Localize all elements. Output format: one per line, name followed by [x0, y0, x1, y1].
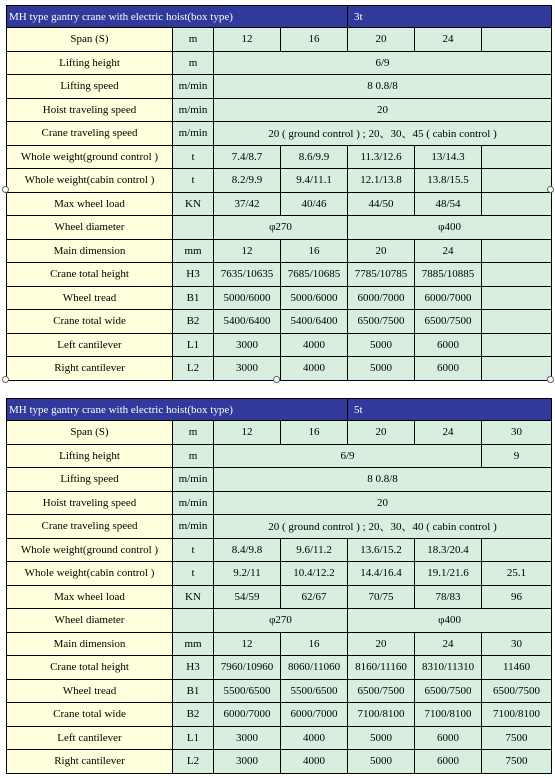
value-cell: 16	[281, 421, 348, 445]
row-unit: m	[173, 51, 214, 75]
value-cell: 12	[214, 632, 281, 656]
value-cell: φ270	[214, 216, 348, 240]
table-row	[7, 98, 552, 122]
value-cell: 7500	[482, 750, 552, 774]
row-label: Lifting height	[7, 444, 173, 468]
selection-handle[interactable]	[273, 376, 280, 383]
table-row	[7, 656, 552, 680]
value-cell: 6500/7500	[415, 310, 482, 334]
row-label: Wheel tread	[7, 286, 173, 310]
table-row	[7, 750, 552, 774]
value-cell: 4000	[281, 726, 348, 750]
value-cell: 70/75	[348, 585, 415, 609]
row-label: Crane traveling speed	[7, 515, 173, 539]
row-unit: m	[173, 421, 214, 445]
row-label: Hoist traveling speed	[7, 491, 173, 515]
value-cell: 30	[482, 632, 552, 656]
value-cell: 20 ( ground control ) ; 20、30、40 ( cabin control )	[214, 515, 552, 539]
capacity-label: 5t	[348, 399, 552, 421]
table-row	[7, 679, 552, 703]
empty-cell	[482, 310, 552, 334]
row-unit: H3	[173, 263, 214, 287]
row-label: Hoist traveling speed	[7, 98, 173, 122]
value-cell: 24	[415, 421, 482, 445]
row-label: Lifting speed	[7, 468, 173, 492]
value-cell: 8 0.8/8	[214, 468, 552, 492]
value-cell: 16	[281, 632, 348, 656]
value-cell: 7960/10960	[214, 656, 281, 680]
value-cell: 6000/7000	[214, 703, 281, 727]
value-cell: 6000/7000	[281, 703, 348, 727]
table-row	[7, 726, 552, 750]
row-unit: m/min	[173, 98, 214, 122]
value-cell: 25.1	[482, 562, 552, 586]
value-cell: 44/50	[348, 192, 415, 216]
value-cell: 10.4/12.2	[281, 562, 348, 586]
value-cell: 9.6/11.2	[281, 538, 348, 562]
row-label: Crane total wide	[7, 310, 173, 334]
table-row	[7, 703, 552, 727]
value-cell: 48/54	[415, 192, 482, 216]
row-unit: m/min	[173, 468, 214, 492]
value-cell: 5000/6000	[214, 286, 281, 310]
table-row	[7, 609, 552, 633]
empty-cell	[482, 286, 552, 310]
value-cell: 6500/7500	[348, 310, 415, 334]
value-cell: 3000	[214, 333, 281, 357]
table-row	[7, 286, 552, 310]
row-label: Wheel diameter	[7, 216, 173, 240]
value-cell: 16	[281, 28, 348, 52]
table-title-row	[7, 399, 552, 421]
value-cell: 8060/11060	[281, 656, 348, 680]
value-cell: 12	[214, 28, 281, 52]
row-label: Max wheel load	[7, 192, 173, 216]
row-label: Lifting height	[7, 51, 173, 75]
row-label: Right cantilever	[7, 357, 173, 381]
value-cell: 7500	[482, 726, 552, 750]
table-row	[7, 444, 552, 468]
value-cell: 8 0.8/8	[214, 75, 552, 99]
row-unit: mm	[173, 632, 214, 656]
value-cell: 4000	[281, 750, 348, 774]
row-unit: t	[173, 145, 214, 169]
row-label: Right cantilever	[7, 750, 173, 774]
value-cell: 7100/8100	[482, 703, 552, 727]
value-cell: 37/42	[214, 192, 281, 216]
value-cell: 7885/10885	[415, 263, 482, 287]
value-cell: 78/83	[415, 585, 482, 609]
row-label: Main dimension	[7, 239, 173, 263]
table-row	[7, 585, 552, 609]
empty-cell	[482, 538, 552, 562]
row-unit: m	[173, 444, 214, 468]
row-unit: L1	[173, 333, 214, 357]
value-cell: 4000	[281, 357, 348, 381]
value-cell: 6000/7000	[348, 286, 415, 310]
value-cell: 24	[415, 239, 482, 263]
value-cell: 12	[214, 421, 281, 445]
row-label: Left cantilever	[7, 333, 173, 357]
row-label: Whole weight(cabin control )	[7, 169, 173, 193]
value-cell: φ400	[348, 216, 552, 240]
value-cell: 5400/6400	[214, 310, 281, 334]
value-cell: 13.6/15.2	[348, 538, 415, 562]
value-cell: 20	[214, 491, 552, 515]
value-cell: 6000	[415, 726, 482, 750]
empty-cell	[482, 192, 552, 216]
table-row	[7, 192, 552, 216]
value-cell: 20	[348, 421, 415, 445]
row-label: Crane total height	[7, 263, 173, 287]
row-unit: B2	[173, 310, 214, 334]
value-cell: 14.4/16.4	[348, 562, 415, 586]
value-cell: 8.2/9.9	[214, 169, 281, 193]
table-row	[7, 632, 552, 656]
value-cell: 20	[348, 28, 415, 52]
selection-handle[interactable]	[2, 186, 9, 193]
value-cell: 24	[415, 632, 482, 656]
selection-handle[interactable]	[2, 376, 9, 383]
row-label: Whole weight(ground control )	[7, 145, 173, 169]
value-cell: 5000/6000	[281, 286, 348, 310]
row-label: Span (S)	[7, 421, 173, 445]
table-row	[7, 28, 552, 52]
row-label: Crane total height	[7, 656, 173, 680]
value-cell: 7785/10785	[348, 263, 415, 287]
table-title: MH type gantry crane with electric hoist(box type)	[7, 399, 348, 421]
value-cell: 6000	[415, 750, 482, 774]
value-cell: 3000	[214, 726, 281, 750]
value-cell: 24	[415, 28, 482, 52]
value-cell: 13.8/15.5	[415, 169, 482, 193]
empty-cell	[482, 145, 552, 169]
row-label: Lifting speed	[7, 75, 173, 99]
selection-handle[interactable]	[547, 186, 554, 193]
value-cell: 12.1/13.8	[348, 169, 415, 193]
row-label: Whole weight(cabin control )	[7, 562, 173, 586]
row-label: Crane traveling speed	[7, 122, 173, 146]
value-cell: 7100/8100	[348, 703, 415, 727]
table-row	[7, 468, 552, 492]
empty-cell	[482, 333, 552, 357]
row-unit: L1	[173, 726, 214, 750]
value-cell: 20	[214, 98, 552, 122]
value-cell: 7685/10685	[281, 263, 348, 287]
value-cell: 12	[214, 239, 281, 263]
row-unit: L2	[173, 750, 214, 774]
table-row	[7, 515, 552, 539]
row-label: Crane total wide	[7, 703, 173, 727]
row-unit: m	[173, 28, 214, 52]
table-row	[7, 491, 552, 515]
row-label: Span (S)	[7, 28, 173, 52]
value-cell: 6/9	[214, 444, 482, 468]
row-label: Wheel diameter	[7, 609, 173, 633]
value-cell: 8160/11160	[348, 656, 415, 680]
table-row	[7, 310, 552, 334]
spec-table-5t	[6, 398, 552, 774]
row-label: Max wheel load	[7, 585, 173, 609]
value-cell: 20	[348, 632, 415, 656]
row-label: Whole weight(ground control )	[7, 538, 173, 562]
table-row	[7, 169, 552, 193]
value-cell: 5000	[348, 726, 415, 750]
value-cell: 7.4/8.7	[214, 145, 281, 169]
value-cell: 5000	[348, 333, 415, 357]
row-unit: KN	[173, 585, 214, 609]
empty-cell	[482, 263, 552, 287]
value-cell: 7635/10635	[214, 263, 281, 287]
value-cell: 9	[482, 444, 552, 468]
row-label: Left cantilever	[7, 726, 173, 750]
row-unit: B2	[173, 703, 214, 727]
value-cell: 54/59	[214, 585, 281, 609]
value-cell: 3000	[214, 357, 281, 381]
empty-cell	[482, 357, 552, 381]
table-row	[7, 421, 552, 445]
row-unit: B1	[173, 679, 214, 703]
value-cell: 11460	[482, 656, 552, 680]
row-unit: KN	[173, 192, 214, 216]
value-cell: 7100/8100	[415, 703, 482, 727]
table-row	[7, 333, 552, 357]
row-unit: t	[173, 169, 214, 193]
row-unit: m/min	[173, 122, 214, 146]
value-cell: 9.2/11	[214, 562, 281, 586]
row-unit: L2	[173, 357, 214, 381]
spec-table-3t	[6, 5, 552, 381]
table-row	[7, 145, 552, 169]
value-cell: 5000	[348, 750, 415, 774]
table-row	[7, 75, 552, 99]
value-cell: 5400/6400	[281, 310, 348, 334]
value-cell: 5500/6500	[281, 679, 348, 703]
row-unit: B1	[173, 286, 214, 310]
value-cell: 6000	[415, 333, 482, 357]
table-title-row	[7, 6, 552, 28]
row-label: Wheel tread	[7, 679, 173, 703]
table-row	[7, 51, 552, 75]
value-cell: 30	[482, 421, 552, 445]
empty-cell	[482, 239, 552, 263]
value-cell: 5000	[348, 357, 415, 381]
value-cell: 18.3/20.4	[415, 538, 482, 562]
value-cell: 3000	[214, 750, 281, 774]
value-cell: 96	[482, 585, 552, 609]
value-cell: 9.4/11.1	[281, 169, 348, 193]
value-cell: 8.4/9.8	[214, 538, 281, 562]
row-unit: m/min	[173, 515, 214, 539]
row-unit	[173, 609, 214, 633]
table-title: MH type gantry crane with electric hoist(box type)	[7, 6, 348, 28]
row-unit: t	[173, 538, 214, 562]
row-unit: mm	[173, 239, 214, 263]
table-row	[7, 538, 552, 562]
empty-cell	[482, 28, 552, 52]
value-cell: 6000	[415, 357, 482, 381]
table-row	[7, 562, 552, 586]
selection-handle[interactable]	[547, 376, 554, 383]
value-cell: 6000/7000	[415, 286, 482, 310]
table-row	[7, 216, 552, 240]
value-cell: 20	[348, 239, 415, 263]
value-cell: 11.3/12.6	[348, 145, 415, 169]
row-unit: m/min	[173, 75, 214, 99]
value-cell: 8.6/9.9	[281, 145, 348, 169]
value-cell: 16	[281, 239, 348, 263]
value-cell: φ400	[348, 609, 552, 633]
table-row	[7, 239, 552, 263]
value-cell: 6500/7500	[482, 679, 552, 703]
value-cell: 4000	[281, 333, 348, 357]
value-cell: 13/14.3	[415, 145, 482, 169]
value-cell: 20 ( ground control ) ; 20、30、45 ( cabin control )	[214, 122, 552, 146]
row-unit: H3	[173, 656, 214, 680]
value-cell: 19.1/21.6	[415, 562, 482, 586]
row-label: Main dimension	[7, 632, 173, 656]
row-unit: t	[173, 562, 214, 586]
value-cell: 6500/7500	[348, 679, 415, 703]
empty-cell	[482, 169, 552, 193]
value-cell: 8310/11310	[415, 656, 482, 680]
value-cell: 6/9	[214, 51, 552, 75]
value-cell: 40/46	[281, 192, 348, 216]
row-unit: m/min	[173, 491, 214, 515]
value-cell: 5500/6500	[214, 679, 281, 703]
row-unit	[173, 216, 214, 240]
value-cell: 6500/7500	[415, 679, 482, 703]
table-row	[7, 263, 552, 287]
table-row	[7, 122, 552, 146]
capacity-label: 3t	[348, 6, 552, 28]
value-cell: φ270	[214, 609, 348, 633]
value-cell: 62/67	[281, 585, 348, 609]
